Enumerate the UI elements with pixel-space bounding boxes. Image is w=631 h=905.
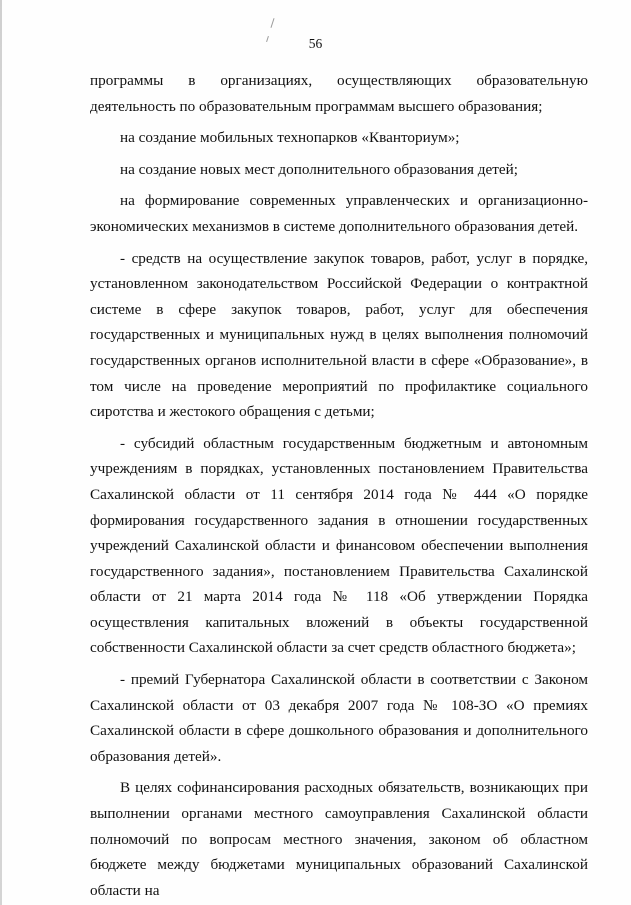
document-body xyxy=(90,68,588,903)
paragraph-3: на создание новых мест дополнительного образования детей; xyxy=(120,160,519,178)
paragraph-6: - субсидий областным государственным бюджетным и автономным учреждениям в порядках, установленных постановлением Правительства Сахалинской области от 11 сентября 2014 года № 444 «О порядке формирования государственного задания в отношении государственных учреждений Сахалинской области и финансовом обеспечении выполнения государственного задания», постановлением Правительства Сахалинской области от 21 марта 2014 года № 118 «Об утверждении Порядка осуществления капитальных вложений в объекты государственной собственности Сахалинской области за счет средств областного бюджета»; xyxy=(90,434,588,657)
paragraph-4: на формирование современных управленческих и организационно-экономических механизмов в системе дополнительного образования детей. xyxy=(90,192,588,235)
paragraph-2: на создание мобильных технопарков «Кванториум»; xyxy=(120,129,460,147)
scan-mark-top xyxy=(270,18,274,28)
paragraph-5: - средств на осуществление закупок товаров, работ, услуг в порядке, установленном законодательством Российской Федерации о контрактной системе в сфере закупок товаров, работ, услуг для обеспечения государственных и муниципальных нужд в целях выполнения полномочий государственных органов исполнительной власти в сфере «Образование», в том числе на проведение мероприятий по профилактике социального сиротства и жестокого обращения с детьми; xyxy=(90,249,588,421)
scan-left-edge xyxy=(0,0,2,905)
paragraph-8: В целях софинансирования расходных обязательств, возникающих при выполнении органами местного самоуправления Сахалинской области полномочий по вопросам местного значения, законом об областном бюджете между бюджетами муниципальных образований Сахалинской области на xyxy=(90,779,588,899)
page-number: 56 xyxy=(308,36,323,51)
paragraph-1: программы в организациях, осуществляющих образовательную деятельность по образовательным программам высшего образования; xyxy=(90,72,588,115)
paragraph-7: - премий Губернатора Сахалинской области в соответствии с Законом Сахалинской области от 03 декабря 2007 года № 108-ЗО «О премиях Сахалинской области в сфере дошкольного образования и дополнительного образования детей». xyxy=(90,671,588,765)
